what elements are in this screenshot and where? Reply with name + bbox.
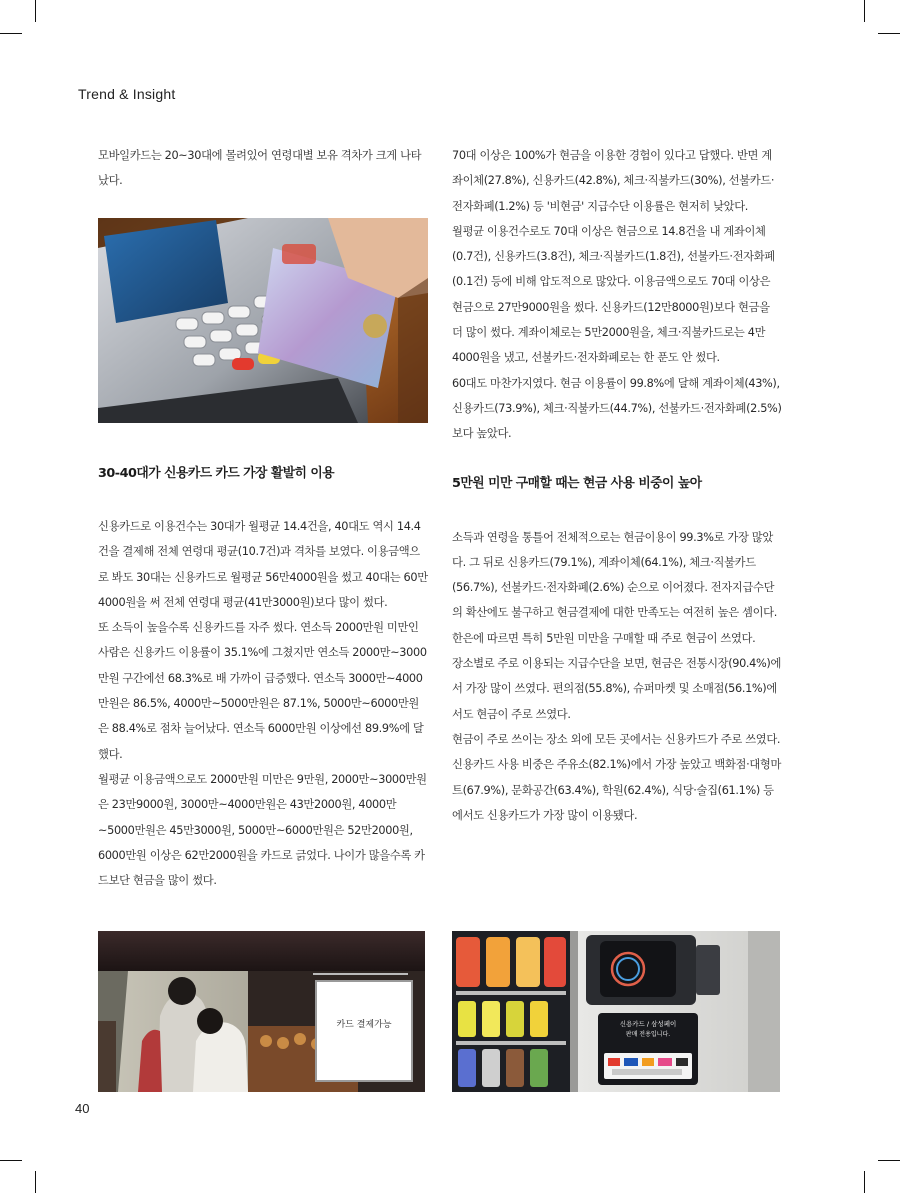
body-paragraph: 또 소득이 높을수록 신용카드를 자주 썼다. 연소득 2000만원 미만인 사람은 신용카드 이용률이 35.1%에 그쳤지만 연소득 2000만~3000만원 구간에선 68.3%로 배 가까이 급증했다. 연소득 3000만~4000만원은 86.5%, 4000만~5000만원은 87.1%, 5000만~6000만원은 88.4%로 점차 늘어났다. 연소득 6000만원 이상에선 89.9%에 달했다. <box>98 621 427 761</box>
body-paragraph: 신용카드로 이용건수는 30대가 월평균 14.4건을, 40대도 역시 14.4건을 결제해 전체 연령대 평균(10.7건)과 격차를 보였다. 이용금액으로 봐도 30대는 신용카드로 월평균 56만4000원을 썼고 40대는 60만4000원을 써 전체 연령대 평균(41만3000원)보다 많이 썼다. <box>98 520 428 609</box>
crop-mark <box>35 0 36 22</box>
section-heading: 5만원 미만 구매할 때는 현금 사용 비중이 높아 <box>452 475 702 491</box>
body-paragraph: 현금이 주로 쓰이는 장소 외에 모든 곳에서는 신용카드가 주로 쓰였다. 신용카드 사용 비중은 주유소(82.1%)에서 가장 높았고 백화점·대형마트(67.9%), 문화공간(63.4%), 학원(62.4%), 식당·술집(61.1%) 등에서도 신용카드가 가장 많이 이용됐다. <box>452 732 782 822</box>
food-stall-photo <box>98 931 425 1092</box>
left-article <box>98 463 428 893</box>
intro-paragraph: 모바일카드는 20~30대에 몰려있어 연령대별 보유 격차가 크게 나타났다. <box>98 149 422 188</box>
body-paragraph: 장소별로 주로 이용되는 지급수단을 보면, 현금은 전통시장(90.4%)에서 가장 많이 쓰였다. 편의점(55.8%), 슈퍼마켓 및 소매점(56.1%)에서도 현금이 주로 쓰였다. <box>452 657 782 721</box>
crop-mark <box>0 33 22 34</box>
vending-screen-subtext: 판매 전용입니다. <box>625 1031 671 1038</box>
page-number: 40 <box>75 1101 90 1116</box>
crop-mark <box>878 1160 900 1161</box>
card-terminal-photo <box>98 218 428 423</box>
body-paragraph: 월평균 이용금액으로도 2000만원 미만은 9만원, 2000만~3000만원은 23만9000원, 3000만~4000만원은 43만2000원, 4000만~5000만원은 45만3000원, 5000만~6000만원은 52만2000원, 6000만원 이상은 62만2000원을 카드로 긁었다. 나이가 많을수록 카드보단 현금을 많이 썼다. <box>98 772 427 888</box>
body-paragraph: 60대도 마찬가지였다. 현금 이용률이 99.8%에 달해 계좌이체(43%), 신용카드(73.9%), 체크·직불카드(44.7%), 선불카드·전자화폐(2.5%) 보다 높았다. <box>452 376 782 441</box>
crop-mark <box>35 1171 36 1193</box>
body-paragraph: 70대 이상은 100%가 현금을 이용한 경험이 있다고 답했다. 반면 계좌이체(27.8%), 신용카드(42.8%), 체크·직불카드(30%), 선불카드·전자화폐(1.2%) 등 '비현금' 지급수단 이용률은 현저히 낮았다. <box>452 149 775 213</box>
crop-mark <box>878 33 900 34</box>
vending-machine-photo <box>452 931 780 1092</box>
section-heading: 30-40대가 신용카드 카드 가장 활발히 이용 <box>98 466 335 481</box>
body-paragraph: 월평균 이용건수로도 70대 이상은 현금으로 14.8건을 내 계좌이체(0.7건), 신용카드(3.8건), 체크·직불카드(1.8건), 선불카드·전자화폐(0.1건) 등에 비해 압도적으로 많았다. 이용금액으로도 70대 이상은 현금으로 27만9000원을 썼다. 신용카드(12만8000원)보다 현금을 더 많이 썼다. 계좌이체로는 5만2000원을, 체크·직불카드로는 4만4000원을 냈고, 선불카드·전자화폐로는 한 푼도 안 썼다. <box>452 224 775 365</box>
left-intro <box>98 143 428 194</box>
crop-mark <box>864 0 865 22</box>
crop-mark <box>864 1171 865 1193</box>
right-article <box>452 143 782 828</box>
section-header: Trend & Insight <box>78 86 176 102</box>
vending-screen-text: 신용카드 / 삼성페이 <box>619 1020 677 1028</box>
body-paragraph: 소득과 연령을 통틀어 전체적으로는 현금이용이 99.3%로 가장 많았다. 그 뒤로 신용카드(79.1%), 계좌이체(64.1%), 체크·직불카드(56.7%), 선불카드·전자화폐(2.6%) 순으로 이어졌다. 전자지급수단의 확산에도 불구하고 현금결제에 대한 만족도는 여전히 높은 셈이다. 한은에 따르면 특히 5만원 미만을 구매할 때 주로 현금이 쓰였다. <box>452 530 777 645</box>
stall-sign-text: 카드 결제가능 <box>336 1020 392 1030</box>
crop-mark <box>0 1160 22 1161</box>
